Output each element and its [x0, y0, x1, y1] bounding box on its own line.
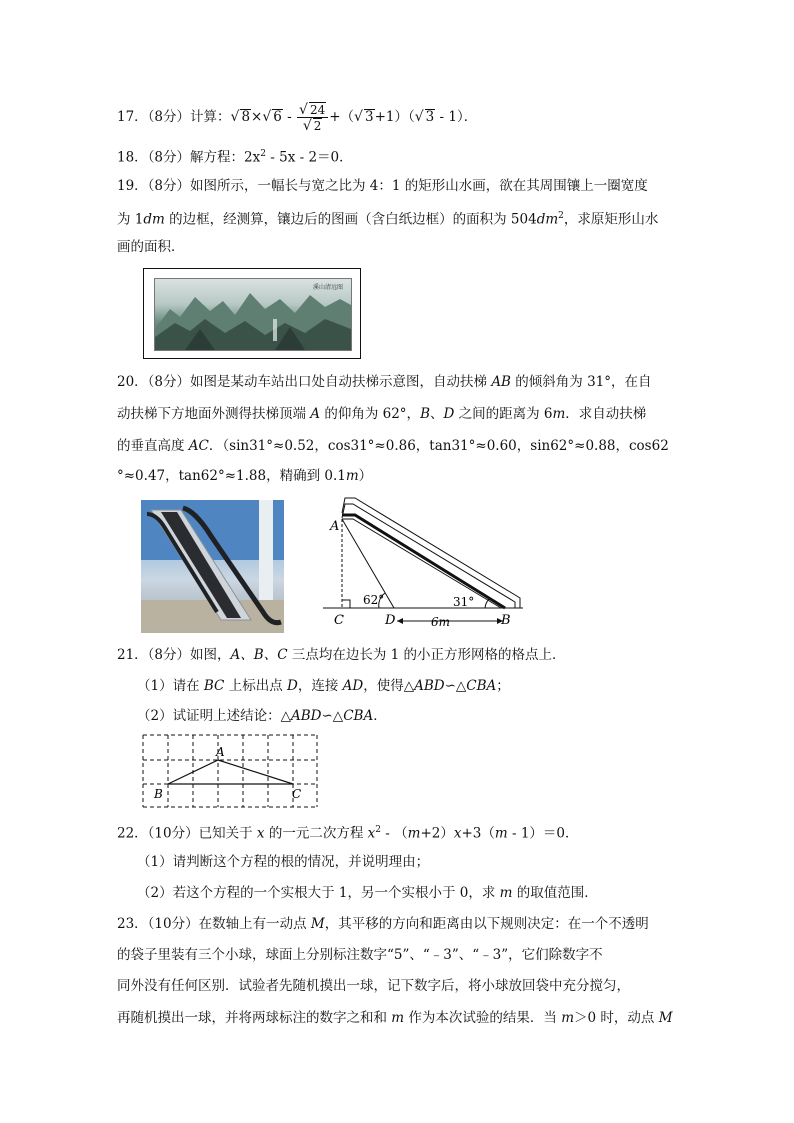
math-var: m	[391, 1010, 405, 1026]
grid-label-B: B	[154, 787, 163, 801]
problem-text: 的仰角为 62°，	[320, 406, 421, 422]
problem-text: ；	[496, 678, 510, 694]
problem-text: ∽△	[321, 708, 344, 724]
problem-23-line-2: 的袋子里装有三个小球，球面上分别标注数字“5”、“﹣3”、“﹣3”，它们除数字不	[117, 947, 603, 963]
unit: m	[345, 468, 359, 484]
angle-label-62: 62°	[363, 593, 385, 607]
grid-label-C: C	[292, 787, 302, 801]
problem-text: ．（sin31°≈0.52，cos31°≈0.86，tan31°≈0.60，sin62°≈0.88，cos62	[208, 438, 669, 454]
radicand: 2	[313, 119, 322, 133]
problem-18	[117, 144, 353, 168]
problem-text: （2）试证明上述结论：△	[137, 708, 291, 724]
math-var: D	[443, 406, 455, 422]
problem-23-line-3: 同外没有任何区别．试验者先随机摸出一球，记下数字后，将小球放回袋中充分搅匀，	[117, 978, 630, 994]
escalator-photo	[141, 500, 284, 633]
fraction-denominator: √ 2	[302, 118, 322, 134]
radicand: 3	[364, 109, 374, 125]
angle-label-31: 31°	[453, 595, 475, 609]
math-var: x	[367, 825, 376, 842]
math-var: D	[287, 678, 298, 694]
radicand: 6	[273, 109, 282, 125]
problem-text: +1）（	[374, 109, 415, 125]
problem-21-sub-2	[137, 706, 387, 726]
grid-figure	[138, 731, 322, 809]
problem-number: 18．	[117, 149, 148, 166]
problem-text: - （	[380, 825, 408, 842]
label-B: B	[501, 613, 511, 628]
math-var: m	[407, 825, 421, 842]
math-var: AC	[188, 438, 209, 454]
math-var: m	[561, 1010, 575, 1026]
problem-text: - 1）＝0．	[507, 825, 579, 842]
escalator-diagram	[315, 490, 530, 630]
problem-text: °≈0.47，tan62°≈1.88，精确到 0.1	[117, 468, 346, 484]
radicand: 8	[241, 109, 251, 125]
escalator-photo-icon	[141, 500, 284, 633]
problem-21-line-1	[117, 645, 566, 665]
problem-text: ，连接	[297, 678, 343, 694]
label-D: D	[385, 613, 396, 628]
grid-label-A: A	[216, 745, 225, 759]
problem-19-line-1: 19．（8分）如图所示，一幅长与宽之比为 4：1 的矩形山水画，欲在其周围镶上一圈宽度	[117, 178, 648, 194]
problem-text: 21．（8分）如图，	[117, 647, 231, 663]
sqrt-sign: √	[230, 109, 240, 125]
problem-text: 计算：	[190, 109, 231, 125]
landscape-painting-figure	[143, 268, 361, 359]
problem-text: 动扶梯下方地面外测得扶梯顶端	[117, 406, 311, 422]
problem-20-line-4	[117, 466, 372, 486]
problem-text: ，求原矩形山水	[563, 211, 659, 228]
problem-text: ∽△	[444, 678, 467, 694]
unit: dm	[536, 211, 559, 228]
problem-text: 的倾斜角为 31°，在自	[510, 374, 652, 390]
problem-text: 三点均在边长为 1 的小正方形网格的格点上．	[287, 647, 566, 663]
problem-20-line-1	[117, 372, 652, 392]
sqrt-sign: √	[262, 109, 272, 125]
sqrt-sign: √	[414, 109, 424, 125]
math-var: M	[310, 916, 325, 932]
problem-text: 上标出点	[224, 678, 287, 694]
problem-22-sub-2	[137, 883, 598, 903]
problem-19-line-3: 画的面积．	[117, 239, 185, 255]
superscript: 2	[375, 825, 381, 835]
problem-text: - 1）．	[435, 109, 478, 125]
painting-inscription: 溪山清远图	[312, 284, 343, 291]
problem-number: 17．	[117, 109, 148, 125]
problem-text: 的边框，经测算，镶边后的图画（含白纸边框）的面积为 504	[164, 211, 537, 228]
problem-text: （2）若这个方程的一个实根大于 1，另一个实根小于 0，求	[137, 885, 500, 901]
problem-text: 、	[429, 406, 444, 422]
math-var: ABD	[290, 708, 322, 724]
distance-label: 6m	[431, 615, 451, 629]
problem-text: +2）	[420, 825, 454, 842]
label-C: C	[334, 613, 344, 628]
problem-text: 23．（10分）在数轴上有一动点	[117, 916, 311, 932]
times-sign: ×	[251, 109, 263, 125]
problem-text: +（	[329, 109, 355, 125]
problem-text: ．求自动扶梯	[565, 406, 647, 422]
landscape-painting-image	[154, 278, 352, 351]
problem-score: （8分）	[147, 149, 191, 166]
math-var: B	[420, 406, 430, 422]
problem-22-sub-1: （1）请判断这个方程的根的情况，并说明理由；	[137, 854, 430, 870]
problem-text: 22．（10分）已知关于	[117, 825, 257, 842]
problem-23-line-1	[117, 914, 649, 934]
math-var: CBA	[466, 678, 497, 694]
fraction-numerator: √ 24	[297, 102, 328, 118]
superscript: 2	[558, 211, 564, 221]
problem-text: - 5x - 2＝0．	[265, 149, 353, 166]
problem-19-line-2	[117, 206, 658, 230]
unit: m	[552, 406, 566, 422]
unit: dm	[143, 211, 165, 228]
problem-23-line-4	[117, 1008, 673, 1028]
problem-20-line-2	[117, 404, 646, 424]
math-var: A、B、C	[230, 647, 288, 663]
math-var: m	[494, 825, 508, 842]
radicand: 24	[309, 103, 326, 117]
problem-text: 的取值范围．	[512, 885, 598, 901]
problem-text: ＞0 时，动点	[574, 1010, 659, 1026]
problem-text: 的垂直高度	[117, 438, 189, 454]
math-var: A	[310, 406, 321, 422]
problem-text: 作为本次试验的结果．当	[404, 1010, 562, 1026]
math-var: x	[453, 825, 462, 842]
problem-text: 20．（8分）如图是某动车站出口处自动扶梯示意图，自动扶梯	[117, 374, 492, 390]
minus-sign: -	[282, 109, 297, 125]
problem-score: （8分）	[147, 109, 191, 125]
problem-text: 的一元二次方程	[264, 825, 368, 842]
math-var: AD	[342, 678, 364, 694]
math-var: CBA	[343, 708, 374, 724]
problem-text: 为 1	[117, 211, 144, 228]
problem-20-line-3	[117, 436, 669, 456]
superscript: 2	[260, 149, 266, 159]
math-var: AB	[491, 374, 511, 390]
sqrt-sign: √	[354, 109, 363, 125]
problem-text: 解方程：2x	[190, 149, 261, 166]
problem-text: （1）请在	[137, 678, 204, 694]
problem-text: 再随机摸出一球，并将两球标注的数字之和和	[117, 1010, 392, 1026]
problem-21-sub-1	[137, 676, 510, 696]
problem-17	[117, 102, 477, 133]
radicand: 3	[425, 109, 435, 125]
problem-22-line-1	[117, 820, 579, 844]
label-A: A	[330, 519, 340, 534]
problem-text: ，其平移的方向和距离由以下规则决定：在一个不透明	[324, 916, 649, 932]
fraction	[297, 102, 328, 133]
math-var: M	[658, 1010, 673, 1026]
math-var: x	[256, 825, 265, 842]
problem-text: ．	[373, 708, 387, 724]
math-var: ABD	[414, 678, 445, 694]
math-var: m	[499, 885, 513, 901]
problem-text: +3（	[461, 825, 495, 842]
problem-text: ）	[358, 468, 373, 484]
problem-text: 之间的距离为 6	[454, 406, 553, 422]
problem-text: ，使得△	[363, 678, 415, 694]
math-var: BC	[203, 678, 225, 694]
